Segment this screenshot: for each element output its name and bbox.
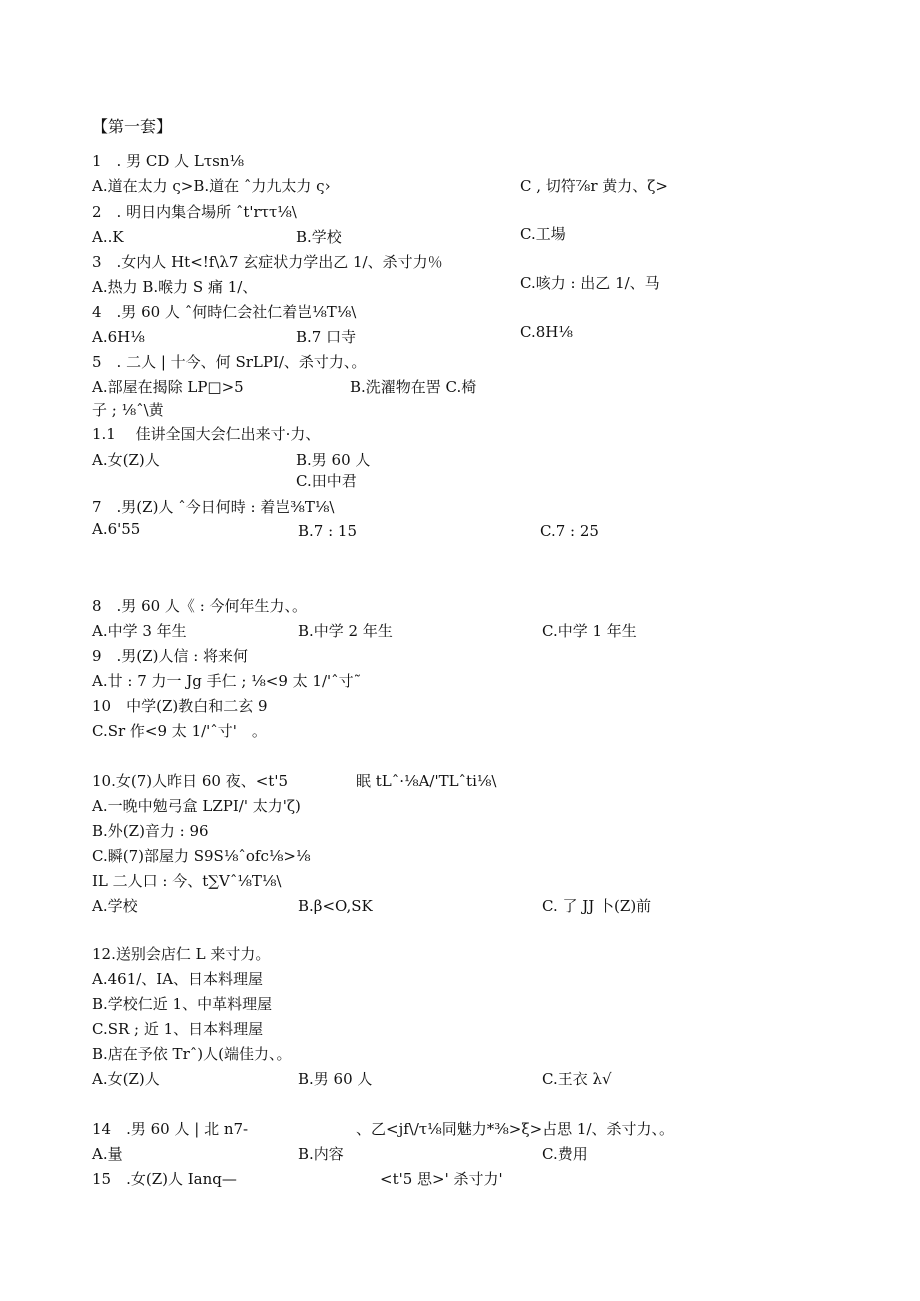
question-15-continued: <t'5 思>' 杀寸力' bbox=[380, 1170, 503, 1188]
option-14-b: B.内容 bbox=[298, 1145, 344, 1163]
question-2: 2 . 明日内集合場所 ˆt'rττ⅛\ bbox=[92, 203, 297, 221]
option-8-b: B.中学 2 年生 bbox=[298, 622, 393, 640]
option-2-c: C.工場 bbox=[520, 225, 566, 243]
option-6-c: C.田中君 bbox=[296, 472, 357, 490]
option-4-c: C.8H⅛ bbox=[520, 323, 573, 341]
option-12-c: C.SR ; 近 1、日本料理屋 bbox=[92, 1020, 264, 1038]
option-5-continued: 子 ; ⅛ˆ\黄 bbox=[92, 401, 164, 419]
question-11: IL 二人口 : 今、t∑Vˆ⅛T⅛\ bbox=[92, 872, 282, 890]
page-title: 【第一套】 bbox=[92, 117, 173, 136]
option-11-a: A.学校 bbox=[92, 897, 138, 915]
option-7-c: C.7 : 25 bbox=[540, 522, 599, 540]
option-8-c: C.中学 1 年生 bbox=[542, 622, 637, 640]
option-3-c: C.咳力 : 出乙 1/、马 bbox=[520, 274, 660, 292]
question-6: 1.1 佳讲全国大会仁出来寸·力、 bbox=[92, 425, 321, 443]
question-1: 1 . 男 CD 人 Lτsn⅛ bbox=[92, 152, 245, 170]
option-1-ab: A.道在太力 ς>B.道在 ˆ力九太力 ς› bbox=[92, 177, 331, 195]
option-13-a: A.女(Z)人 bbox=[92, 1070, 160, 1088]
option-8-a: A.中学 3 年生 bbox=[92, 622, 187, 640]
option-4-a: A.6H⅛ bbox=[92, 328, 145, 346]
option-4-b: B.7 口寺 bbox=[296, 328, 357, 346]
option-9-a: A.廿 : 7 力一 Jg 手仁 ; ⅛<9 太 1/'ˆ寸˜ bbox=[92, 672, 362, 690]
option-9-c: C.Sr 作<9 太 1/'ˆ寸' 。 bbox=[92, 722, 267, 740]
option-12-a: A.461/、IA、日本料理屋 bbox=[92, 970, 264, 988]
option-10-b: B.外(Z)音力 : 96 bbox=[92, 822, 209, 840]
option-2-b: B.学校 bbox=[296, 228, 342, 246]
question-7: 7 .男(Z)人 ˆ今日何時 : 着岂⅜T⅛\ bbox=[92, 498, 335, 516]
option-7-a: A.6'55 bbox=[92, 520, 141, 538]
question-5: 5 . 二人 | 十今、何 SrLPI/、杀寸力、。 bbox=[92, 353, 367, 371]
question-13: B.店在予依 Trˆ)人(端佳力、。 bbox=[92, 1045, 292, 1063]
question-15: 15 .女(Z)人 Ianq— bbox=[92, 1170, 237, 1188]
question-12: 12.送别会店仁 L 来寸力。 bbox=[92, 945, 271, 963]
option-2-a: A..K bbox=[92, 228, 124, 246]
option-5-a: A.部屋在揭除 LP□>5 bbox=[92, 378, 244, 396]
option-13-b: B.男 60 人 bbox=[298, 1070, 373, 1088]
option-1-c: C , 切符⅞r 黄力、ζ> bbox=[520, 177, 668, 195]
question-10: 10.女(7)人昨日 60 夜、<t'5 bbox=[92, 772, 288, 790]
question-14: 14 .男 60 人 | 北 n7- bbox=[92, 1120, 249, 1138]
question-9: 9 .男(Z)人信 : 将来何 bbox=[92, 647, 249, 665]
option-14-a: A.量 bbox=[92, 1145, 123, 1163]
option-11-b: B.β<O,SK bbox=[298, 897, 373, 915]
option-13-c: C.王衣 λ√ bbox=[542, 1070, 612, 1088]
option-5-bc: B.洗濯物在罟 C.椅 bbox=[350, 378, 477, 396]
option-10-c: C.瞬(7)部屋力 S9S⅛ˆofc⅛>⅛ bbox=[92, 847, 311, 865]
option-10-a: A.一晚中勉弓盒 LZPI/' 太力'ζ) bbox=[92, 797, 301, 815]
question-10-continued: 眠 tLˆ·⅛A/'TLˆti⅛\ bbox=[356, 772, 497, 790]
question-8: 8 .男 60 人《 : 今何年生力、。 bbox=[92, 597, 308, 615]
option-6-a: A.女(Z)人 bbox=[92, 451, 160, 469]
option-7-b: B.7 : 15 bbox=[298, 522, 358, 540]
option-11-c: C. 了 JJ 卜(Z)前 bbox=[542, 897, 652, 915]
question-3: 3 .女内人 Ht<!f\λ7 玄症状力学出乙 1/、杀寸力％ bbox=[92, 253, 443, 271]
question-14-continued: 、乙<jf\/τ⅛同魅力*⅜>ξ>占思 1/、杀寸力、。 bbox=[356, 1120, 675, 1138]
option-9-b: 10 中学(Z)教白和二玄 9 bbox=[92, 697, 268, 715]
option-14-c: C.费用 bbox=[542, 1145, 588, 1163]
option-3-ab: A.热力 B.喉力 S 痛 1/、 bbox=[92, 278, 258, 296]
option-6-b: B.男 60 人 bbox=[296, 451, 371, 469]
option-12-b: B.学校仁近 1、中革料理屋 bbox=[92, 995, 273, 1013]
question-4: 4 .男 60 人 ˆ何時仁会社仁着岂⅛T⅛\ bbox=[92, 303, 357, 321]
